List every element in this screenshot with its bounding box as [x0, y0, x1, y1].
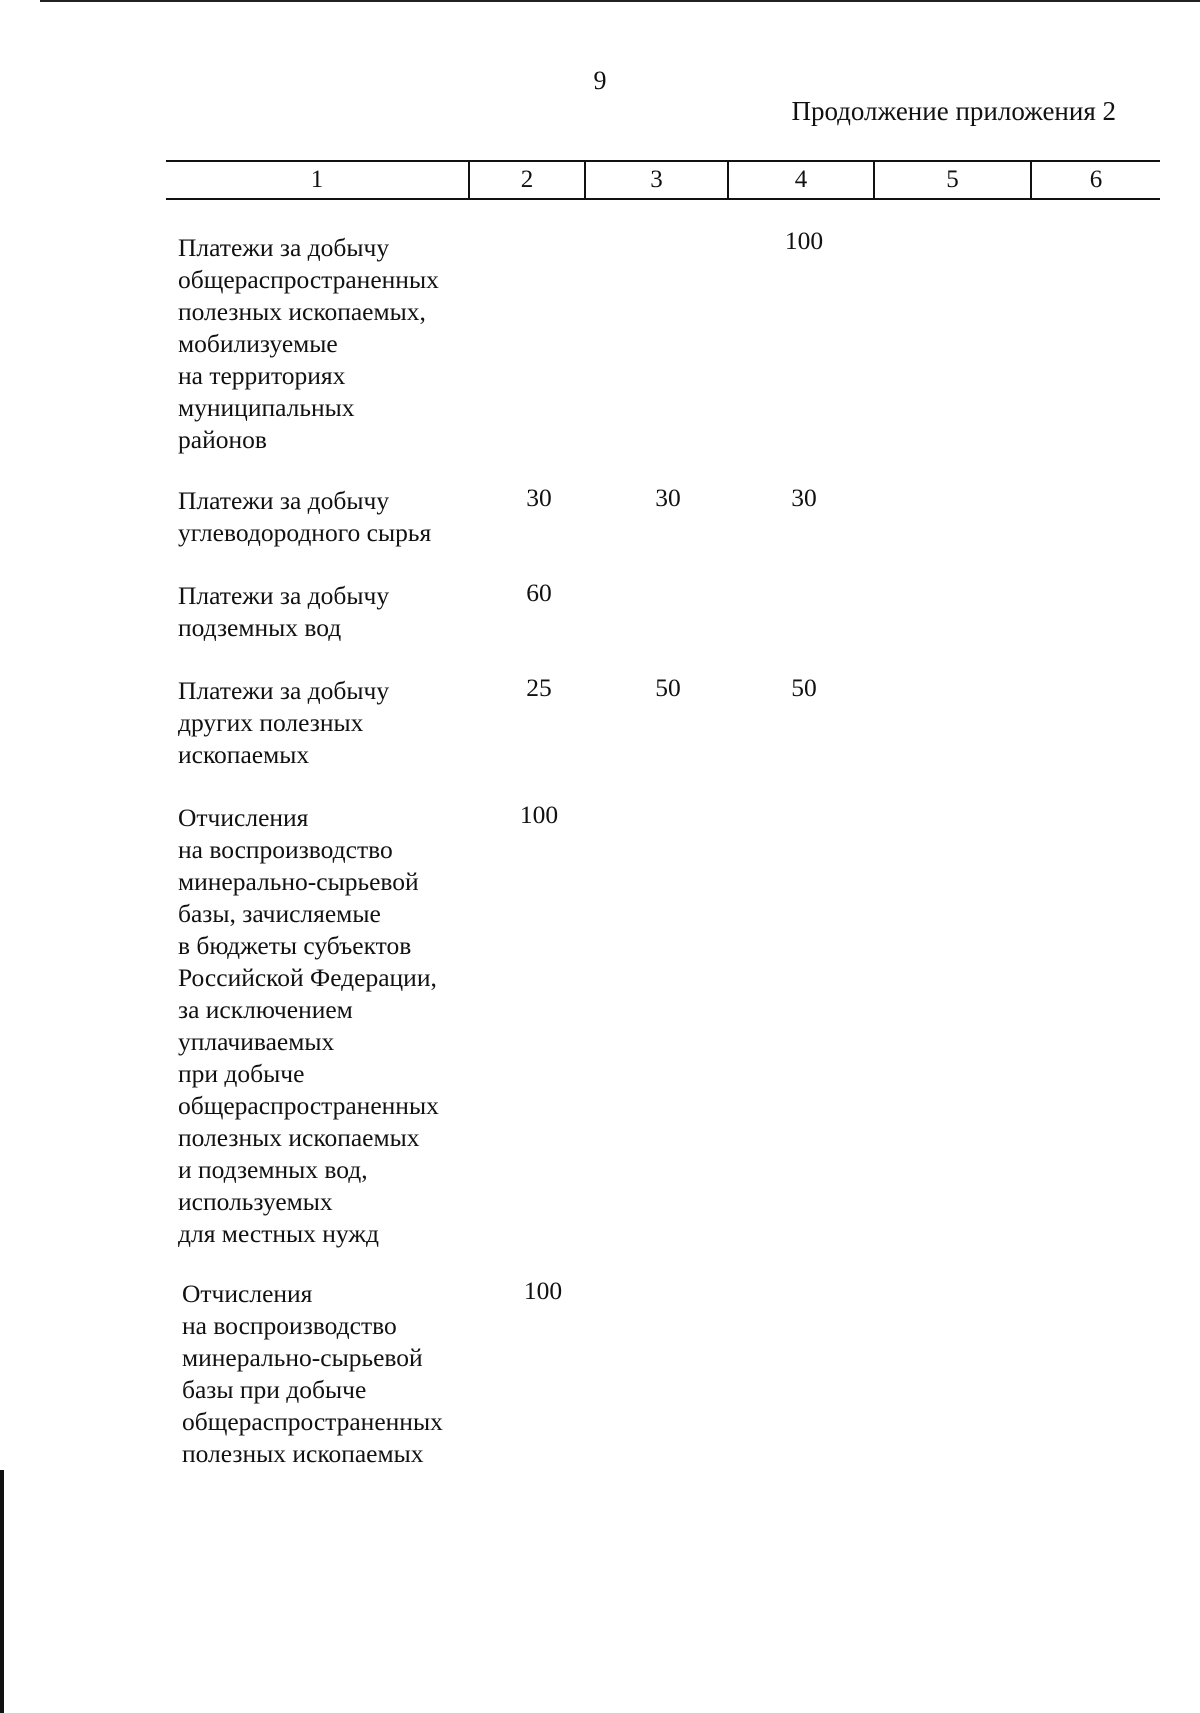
cell-col3: 50: [655, 673, 681, 702]
row-label-line: общераспространенных: [182, 1407, 443, 1436]
header-cell-1: 1: [166, 162, 470, 198]
row-label-line: в бюджеты субъектов: [178, 931, 412, 960]
cell-col4: 100: [784, 226, 824, 255]
row-label-line: Платежи за добычу: [178, 486, 390, 515]
page-number: 9: [593, 66, 607, 95]
row-label: [178, 232, 439, 456]
cell-col2: 25: [526, 673, 552, 702]
row-label-line: минерально-сырьевой: [178, 867, 419, 896]
row-label: [178, 802, 439, 1250]
row-label-line: углеводородного сырья: [178, 518, 432, 547]
row-label-line: подземных вод: [178, 613, 342, 642]
row-label-line: на воспроизводство: [178, 835, 393, 864]
scan-edge-top: [40, 0, 1200, 2]
cell-col2: 100: [519, 800, 559, 829]
row-label-line: районов: [178, 425, 267, 454]
row-label-line: Платежи за добычу: [178, 581, 390, 610]
cell-col2: 100: [523, 1276, 563, 1305]
row-label-line: для местных нужд: [178, 1219, 379, 1248]
row-label-line: других полезных: [178, 708, 364, 737]
row-label-line: за исключением: [178, 995, 353, 1024]
row-label-line: используемых: [178, 1187, 333, 1216]
row-label-line: муниципальных: [178, 393, 355, 422]
row-label-line: на воспроизводство: [182, 1311, 397, 1340]
row-label-line: на территориях: [178, 361, 346, 390]
cell-col4: 30: [791, 483, 817, 512]
row-label-line: базы, зачисляемые: [178, 899, 381, 928]
row-label-line: мобилизуемые: [178, 329, 338, 358]
row-label-line: общераспространенных: [178, 265, 439, 294]
row-label-line: и подземных вод,: [178, 1155, 368, 1184]
row-label: [178, 675, 389, 771]
row-label: [182, 1278, 443, 1470]
row-label-line: ископаемых: [178, 740, 310, 769]
row-label-line: Отчисления: [182, 1279, 313, 1308]
header-cell-5: 5: [875, 162, 1032, 198]
row-label: [178, 580, 389, 644]
cell-col3: 30: [655, 483, 681, 512]
header-cell-2: 2: [470, 162, 586, 198]
header-cell-3: 3: [586, 162, 729, 198]
row-label-line: полезных ископаемых,: [178, 297, 426, 326]
row-label-line: Платежи за добычу: [178, 676, 390, 705]
cell-col2: 30: [526, 483, 552, 512]
row-label-line: Отчисления: [178, 803, 309, 832]
row-label-line: уплачиваемых: [178, 1027, 335, 1056]
row-label-line: полезных ископаемых: [178, 1123, 420, 1152]
row-label-line: общераспространенных: [178, 1091, 439, 1120]
cell-col2: 60: [526, 578, 552, 607]
row-label-line: минерально-сырьевой: [182, 1343, 423, 1372]
row-label-line: Платежи за добычу: [178, 233, 390, 262]
header-cell-6: 6: [1089, 166, 1103, 193]
row-label-line: базы при добыче: [182, 1375, 367, 1404]
row-label-line: Российской Федерации,: [178, 963, 437, 992]
table-header-row: [166, 160, 1160, 200]
header-cell-4: 4: [729, 162, 875, 198]
row-label: [178, 485, 431, 549]
scan-edge-left: [0, 1470, 4, 1713]
row-label-line: полезных ископаемых: [182, 1439, 424, 1468]
row-label-line: при добыче: [178, 1059, 305, 1088]
continuation-label: Продолжение приложения 2: [791, 96, 1116, 126]
cell-col4: 50: [791, 673, 817, 702]
